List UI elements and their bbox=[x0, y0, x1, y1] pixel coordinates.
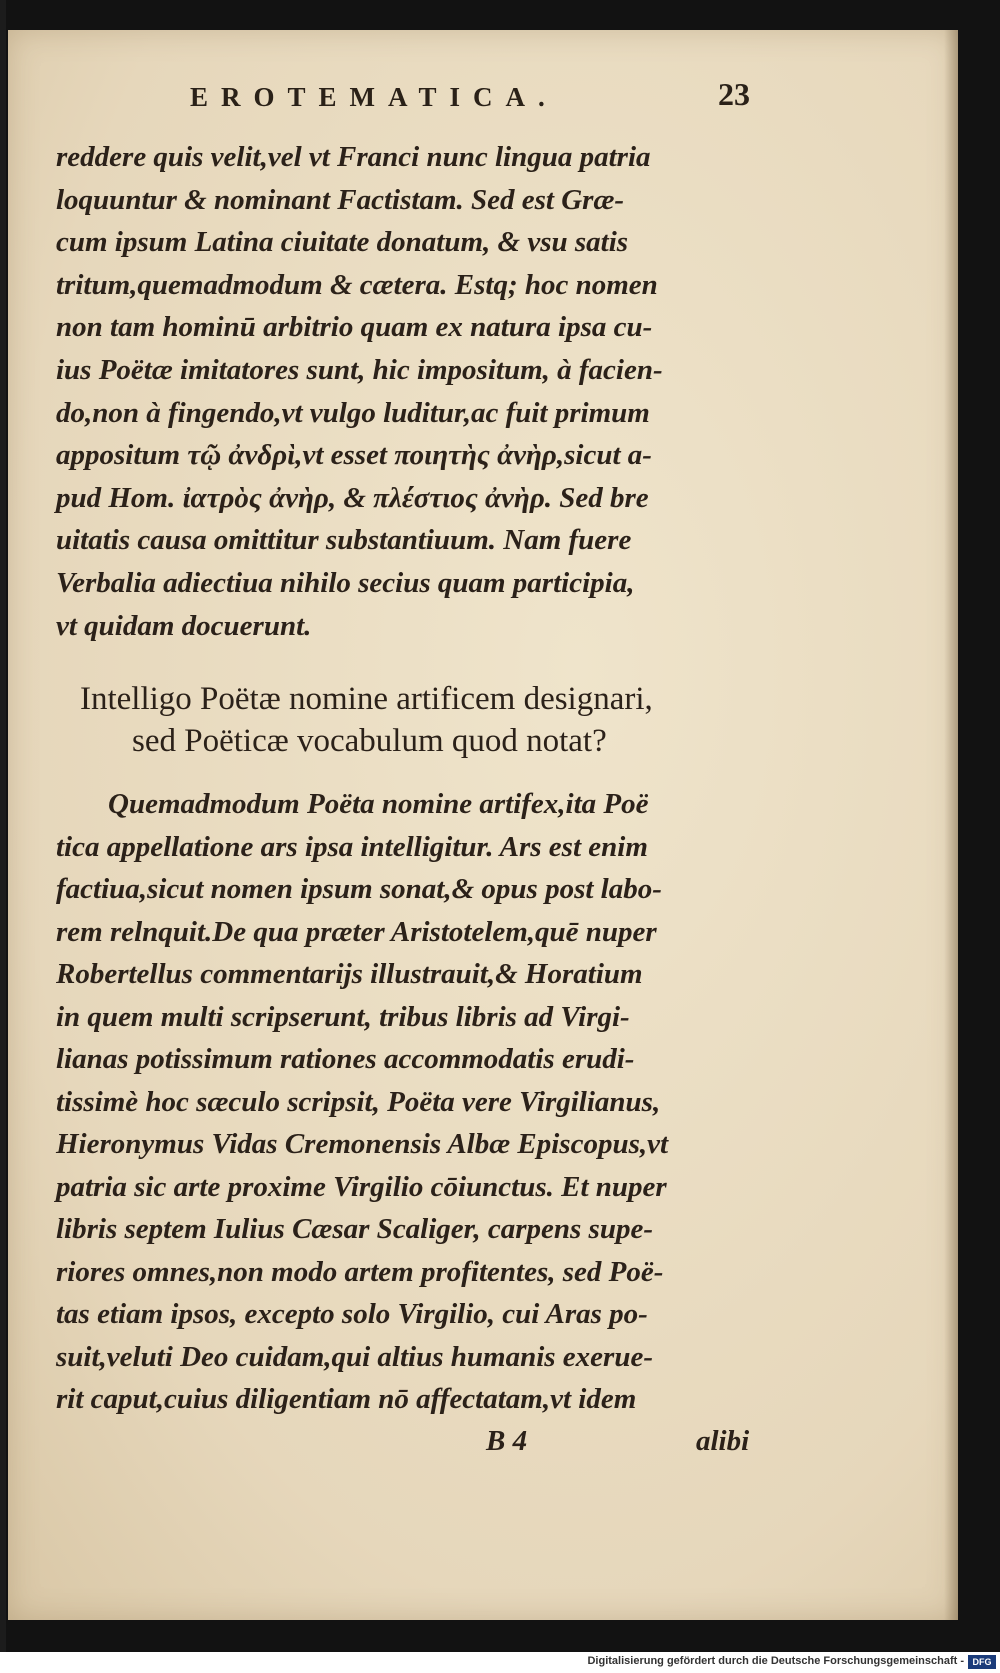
digitization-credit-bar bbox=[0, 1652, 1000, 1673]
catchword-row bbox=[56, 1425, 766, 1465]
text-line: uitatis causa omittitur substantiuum. Nam fuere bbox=[56, 524, 632, 557]
text-line: cum ipsum Latina ciuitate donatum, & vsu satis bbox=[56, 226, 629, 259]
text-line: in quem multi scripserunt, tribus libris ad Virgi- bbox=[56, 1000, 630, 1033]
text-line: Quemadmodum Poëta nomine artifex,ita Poë bbox=[108, 788, 649, 820]
text-line: Hieronymus Vidas Cremonensis Albæ Episcopus,vt bbox=[56, 1128, 669, 1160]
signature-mark: B 4 bbox=[486, 1425, 528, 1457]
text-line: libris septem Iulius Cæsar Scaliger, carpens supe- bbox=[56, 1213, 653, 1245]
text-line: suit,veluti Deo cuidam,qui altius humanis exerue- bbox=[56, 1340, 653, 1373]
question-line: Intelligo Poëtæ nomine artificem designari, bbox=[80, 681, 653, 717]
text-line: do,non à fingendo,vt vulgo luditur,ac fuit primum bbox=[56, 396, 650, 429]
text-line: Verbalia adiectiua nihilo secius quam participia, bbox=[56, 566, 635, 599]
scan-border bbox=[0, 0, 6, 1673]
text-line: tissimè hoc sæculo scripsit, Poëta vere Virgilianus, bbox=[56, 1085, 661, 1118]
question-heading bbox=[80, 678, 780, 762]
text-line: Robertellus commentarijs illustrauit,& Horatium bbox=[56, 958, 643, 990]
text-block-answer-1 bbox=[56, 136, 766, 647]
text-line: ius Poëtæ imitatores sunt, hic impositum, à facien- bbox=[56, 353, 663, 386]
text-line: tica appellatione ars ipsa intelligitur. Ars est enim bbox=[56, 830, 648, 863]
page-number: 23 bbox=[718, 76, 750, 112]
text-line: rit caput,cuius diligentiam nō affectatam,vt idem bbox=[56, 1383, 637, 1415]
text-line: riores omnes,non modo artem profitentes, sed Poë- bbox=[56, 1255, 664, 1288]
question-line: sed Poëticæ vocabulum quod notat? bbox=[132, 723, 607, 759]
page-edge-shadow bbox=[944, 30, 958, 1620]
text-block-answer-2 bbox=[56, 783, 766, 1421]
catchword: alibi bbox=[696, 1425, 750, 1457]
text-line: rem relnquit.De qua præter Aristotelem,quē nuper bbox=[56, 915, 657, 948]
dfg-logo: DFG bbox=[968, 1655, 996, 1669]
text-line: reddere quis velit,vel vt Franci nunc lingua patria bbox=[56, 141, 651, 173]
text-line: tas etiam ipsos, excepto solo Virgilio, cui Aras po- bbox=[56, 1298, 648, 1330]
funding-credit: Digitalisierung gefördert durch die Deutsche Forschungsgemeinschaft - bbox=[587, 1655, 964, 1667]
text-line: tritum,quemadmodum & cætera. Estq; hoc nomen bbox=[56, 268, 658, 301]
text-line: non tam hominū arbitrio quam ex natura ipsa cu- bbox=[56, 311, 653, 344]
text-line: lianas potissimum rationes accommodatis erudi- bbox=[56, 1043, 635, 1075]
running-head: EROTEMATICA. bbox=[190, 82, 558, 112]
text-line: pud Hom. ἰατρὸς ἀνὴρ, & πλέστιος ἀνὴρ. Sed bre bbox=[56, 481, 649, 514]
text-line: patria sic arte proxime Virgilio cōiunctus. Et nuper bbox=[56, 1170, 667, 1203]
text-line: vt quidam docuerunt. bbox=[56, 609, 312, 642]
text-line: appositum τῷ ἀνδρὶ,vt esset ποιητὴς ἀνὴρ,sicut a- bbox=[56, 439, 652, 472]
text-line: factiua,sicut nomen ipsum sonat,& opus post labo- bbox=[56, 873, 662, 905]
text-line: loquuntur & nominant Factistam. Sed est Græ- bbox=[56, 183, 625, 216]
